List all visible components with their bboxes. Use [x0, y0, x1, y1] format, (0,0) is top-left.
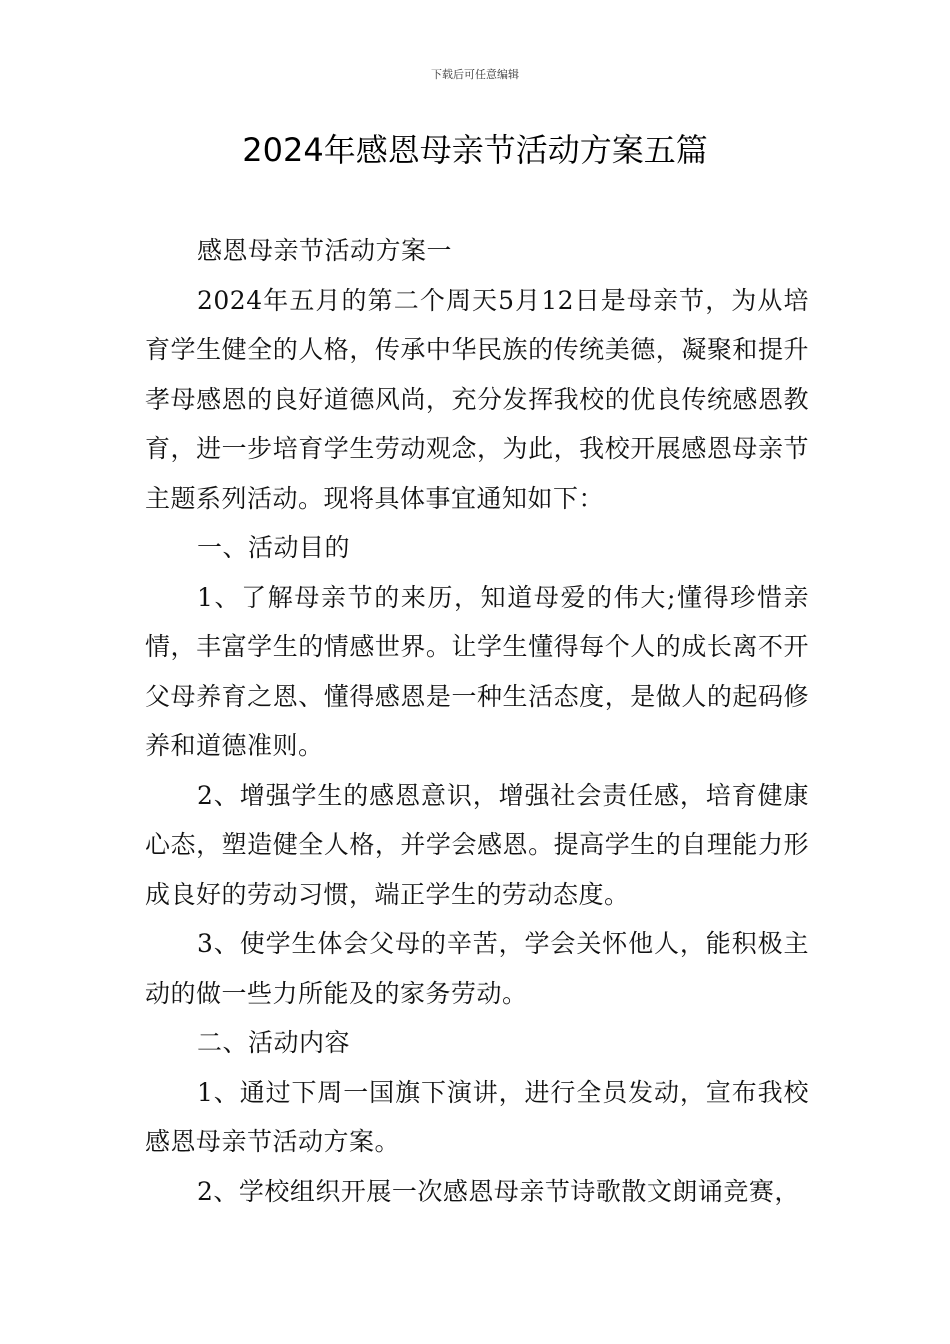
content-item-2: 2、学校组织开展一次感恩母亲节诗歌散文朗诵竞赛， [197, 1176, 800, 1206]
content-item-1: 1、通过下周一国旗下演讲，进行全员发动，宣布我校感恩母亲节活动方案。 [145, 1077, 809, 1156]
document-body [145, 226, 809, 1216]
section-heading-plan-one: 感恩母亲节活动方案一 [197, 236, 453, 265]
intro-paragraph: 2024年五月的第二个周天5月12日是母亲节，为从培育学生健全的人格，传承中华民族的传统美德，凝聚和提升孝母感恩的良好道德风尚，充分发挥我校的优良传统感恩教育，进一步培育学生劳动观念，为此，我校开展感恩母亲节主题系列活动。现将具体事宜通知如下： [145, 285, 809, 513]
purpose-item-3: 3、使学生体会父母的辛苦，学会关怀他人，能积极主动的做一些力所能及的家务劳动。 [145, 929, 809, 1008]
purpose-item-2: 2、增强学生的感恩意识，增强社会责任感，培育健康心态，塑造健全人格，并学会感恩。提高学生的自理能力形成良好的劳动习惯，端正学生的劳动态度。 [145, 780, 809, 909]
document-title: 2024年感恩母亲节活动方案五篇 [242, 131, 708, 169]
purpose-item-1: 1、了解母亲节的来历，知道母爱的伟大;懂得珍惜亲情，丰富学生的情感世界。让学生懂得每个人的成长离不开父母养育之恩、懂得感恩是一种生活态度，是做人的起码修养和道德准则。 [145, 582, 809, 760]
header-note: 下载后可任意编辑 [431, 68, 519, 81]
section-heading-purpose: 一、活动目的 [197, 533, 351, 562]
section-heading-content: 二、活动内容 [197, 1028, 351, 1057]
